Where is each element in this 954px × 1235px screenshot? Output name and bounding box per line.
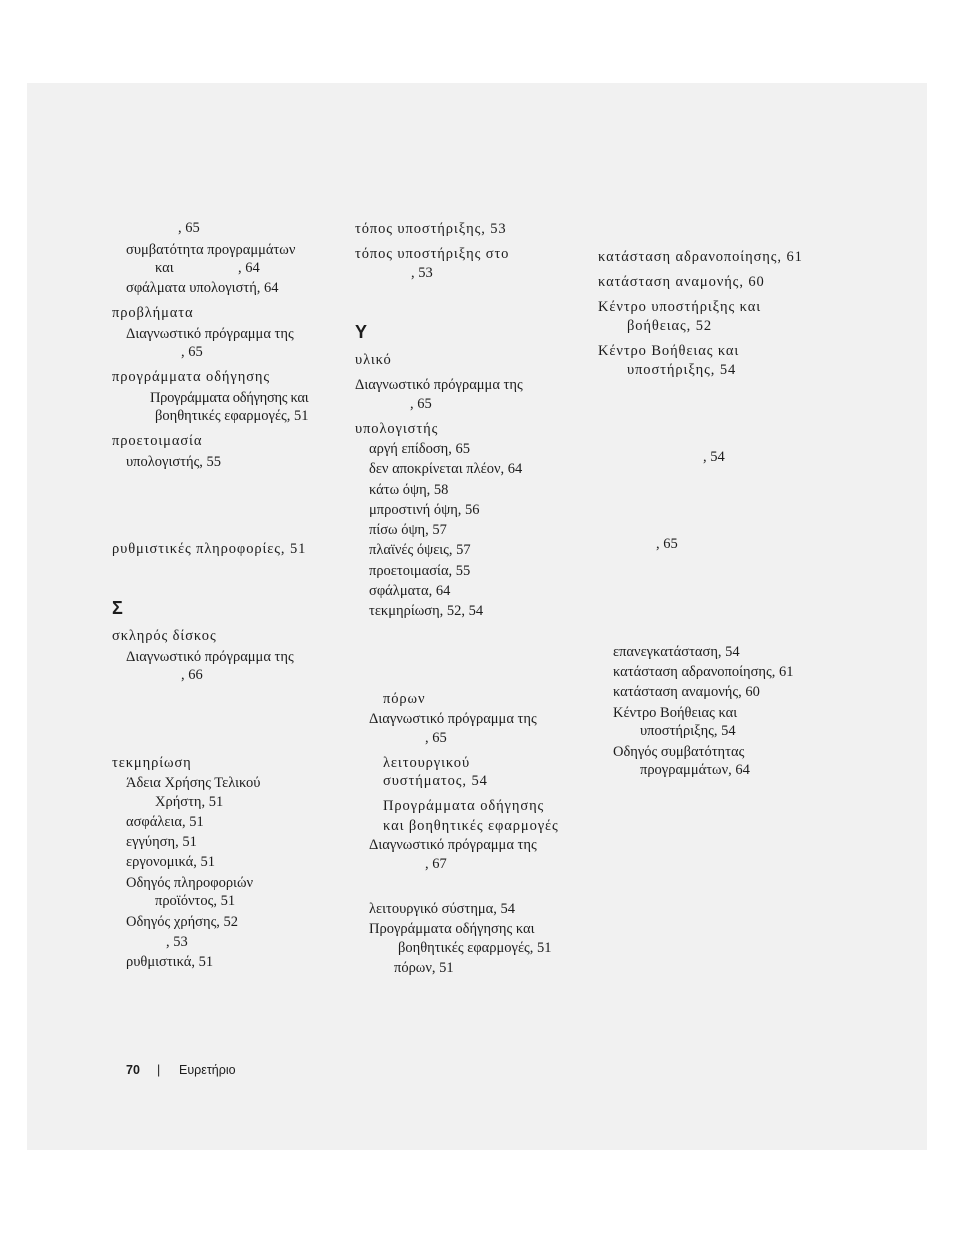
index-subentry: συμβατότητα προγραμμάτων	[126, 242, 296, 258]
index-subentry: μπροστινή όψη, 56	[369, 502, 480, 518]
index-subentry: αργή επίδοση, 65	[369, 441, 470, 457]
index-subentry: Οδηγός συμβατότητας	[613, 744, 745, 760]
index-continuation: , 64	[238, 260, 260, 276]
index-entry: τεκμηρίωση	[112, 755, 192, 771]
index-subentry: επανεγκατάσταση, 54	[613, 644, 740, 660]
index-continuation: βοήθειας, 52	[627, 318, 713, 334]
index-entry: προβλήματα	[112, 305, 194, 321]
section-heading: Υ	[355, 322, 368, 342]
index-continuation: , 65	[425, 730, 447, 746]
index-subentry: Οδηγός χρήσης, 52	[126, 914, 239, 930]
index-subentry: πίσω όψη, 57	[369, 522, 447, 538]
index-continuation: υποστήριξης, 54	[627, 362, 737, 378]
index-continuation: υποστήριξης, 54	[640, 723, 736, 739]
index-entry: σκληρός δίσκος	[112, 628, 217, 644]
index-continuation: , 66	[181, 667, 203, 683]
index-continuation: , 53	[411, 265, 433, 281]
page-number: 70	[126, 1063, 140, 1077]
index-continuation: και βοηθητικές εφαρμογές	[383, 818, 559, 834]
index-subentry: πόρων	[383, 691, 426, 707]
index-continuation: πόρων, 51	[394, 960, 454, 976]
index-subentry: Προγράμματα οδήγησης	[383, 798, 545, 814]
index-continuation: προγραμμάτων, 64	[640, 762, 750, 778]
index-continuation: βοηθητικές εφαρμογές, 51	[398, 940, 552, 956]
index-subentry: τεκμηρίωση, 52, 54	[369, 603, 484, 619]
index-continuation: , 67	[425, 856, 447, 872]
index-entry: υπολογιστής	[355, 421, 439, 437]
index-continuation: , 65	[656, 536, 678, 552]
index-subentry: κατάσταση αδρανοποίησης, 61	[613, 664, 794, 680]
index-subentry: ρυθμιστικά, 51	[126, 954, 214, 970]
footer-separator: |	[157, 1063, 161, 1077]
index-subentry: σφάλματα, 64	[369, 583, 451, 599]
index-subentry: Διαγνωστικό πρόγραμμα της	[126, 649, 294, 665]
index-subentry: Κέντρο Βοήθειας και	[613, 705, 738, 721]
index-continuation: , 54	[703, 449, 725, 465]
index-subentry: σφάλματα υπολογιστή, 64	[126, 280, 279, 296]
section-heading: Σ	[112, 598, 123, 618]
index-subentry: Προγράμματα οδήγησης και	[369, 921, 535, 937]
index-continuation: προϊόντος, 51	[155, 893, 236, 909]
index-continuation: Χρήστη, 51	[155, 794, 224, 810]
index-subentry: κάτω όψη, 58	[369, 482, 449, 498]
index-entry: τόπος υποστήριξης στο	[355, 246, 510, 262]
index-continuation: , 53	[166, 934, 188, 950]
index-subentry: δεν αποκρίνεται πλέον, 64	[369, 461, 523, 477]
index-subentry: λειτουργικό σύστημα, 54	[369, 901, 516, 917]
index-continuation: , 65	[181, 344, 203, 360]
index-continuation: και	[155, 260, 174, 276]
index-subentry: Διαγνωστικό πρόγραμμα της	[369, 711, 537, 727]
index-subentry: κατάσταση αναμονής, 60	[613, 684, 760, 700]
index-subentry: λειτουργικού	[383, 755, 471, 771]
index-subentry: Οδηγός πληροφοριών	[126, 875, 254, 891]
index-entry: κατάσταση αδρανοποίησης, 61	[598, 249, 803, 265]
index-entry: προετοιμασία	[112, 433, 203, 449]
index-subentry: υπολογιστής, 55	[126, 454, 222, 470]
index-subentry: εργονομικά, 51	[126, 854, 215, 870]
index-entry: Κέντρο υποστήριξης και	[598, 299, 762, 315]
index-subentry: πλαϊνές όψεις, 57	[369, 542, 471, 558]
index-subentry: Διαγνωστικό πρόγραμμα της	[126, 326, 294, 342]
footer-section-title: Ευρετήριο	[179, 1063, 236, 1077]
index-subentry: Άδεια Χρήσης Τελικού	[126, 775, 261, 791]
index-subentry: Προγράμματα οδήγησης και	[150, 390, 309, 406]
index-subentry: Διαγνωστικό πρόγραμμα της	[355, 377, 523, 393]
index-entry: Κέντρο Βοήθειας και	[598, 343, 740, 359]
index-continuation: συστήματος, 54	[383, 773, 488, 789]
index-subentry: εγγύηση, 51	[126, 834, 197, 850]
index-subentry: προετοιμασία, 55	[369, 563, 471, 579]
index-continuation: βοηθητικές εφαρμογές, 51	[155, 408, 309, 424]
index-entry: κατάσταση αναμονής, 60	[598, 274, 765, 290]
index-entry: ρυθμιστικές πληροφορίες, 51	[112, 541, 307, 557]
index-continuation: , 65	[178, 220, 200, 236]
index-subentry: ασφάλεια, 51	[126, 814, 204, 830]
index-subentry: Διαγνωστικό πρόγραμμα της	[369, 837, 537, 853]
index-entry: τόπος υποστήριξης, 53	[355, 221, 507, 237]
index-entry: υλικό	[355, 352, 392, 368]
index-entry: προγράμματα οδήγησης	[112, 369, 271, 385]
index-continuation: , 65	[410, 396, 432, 412]
